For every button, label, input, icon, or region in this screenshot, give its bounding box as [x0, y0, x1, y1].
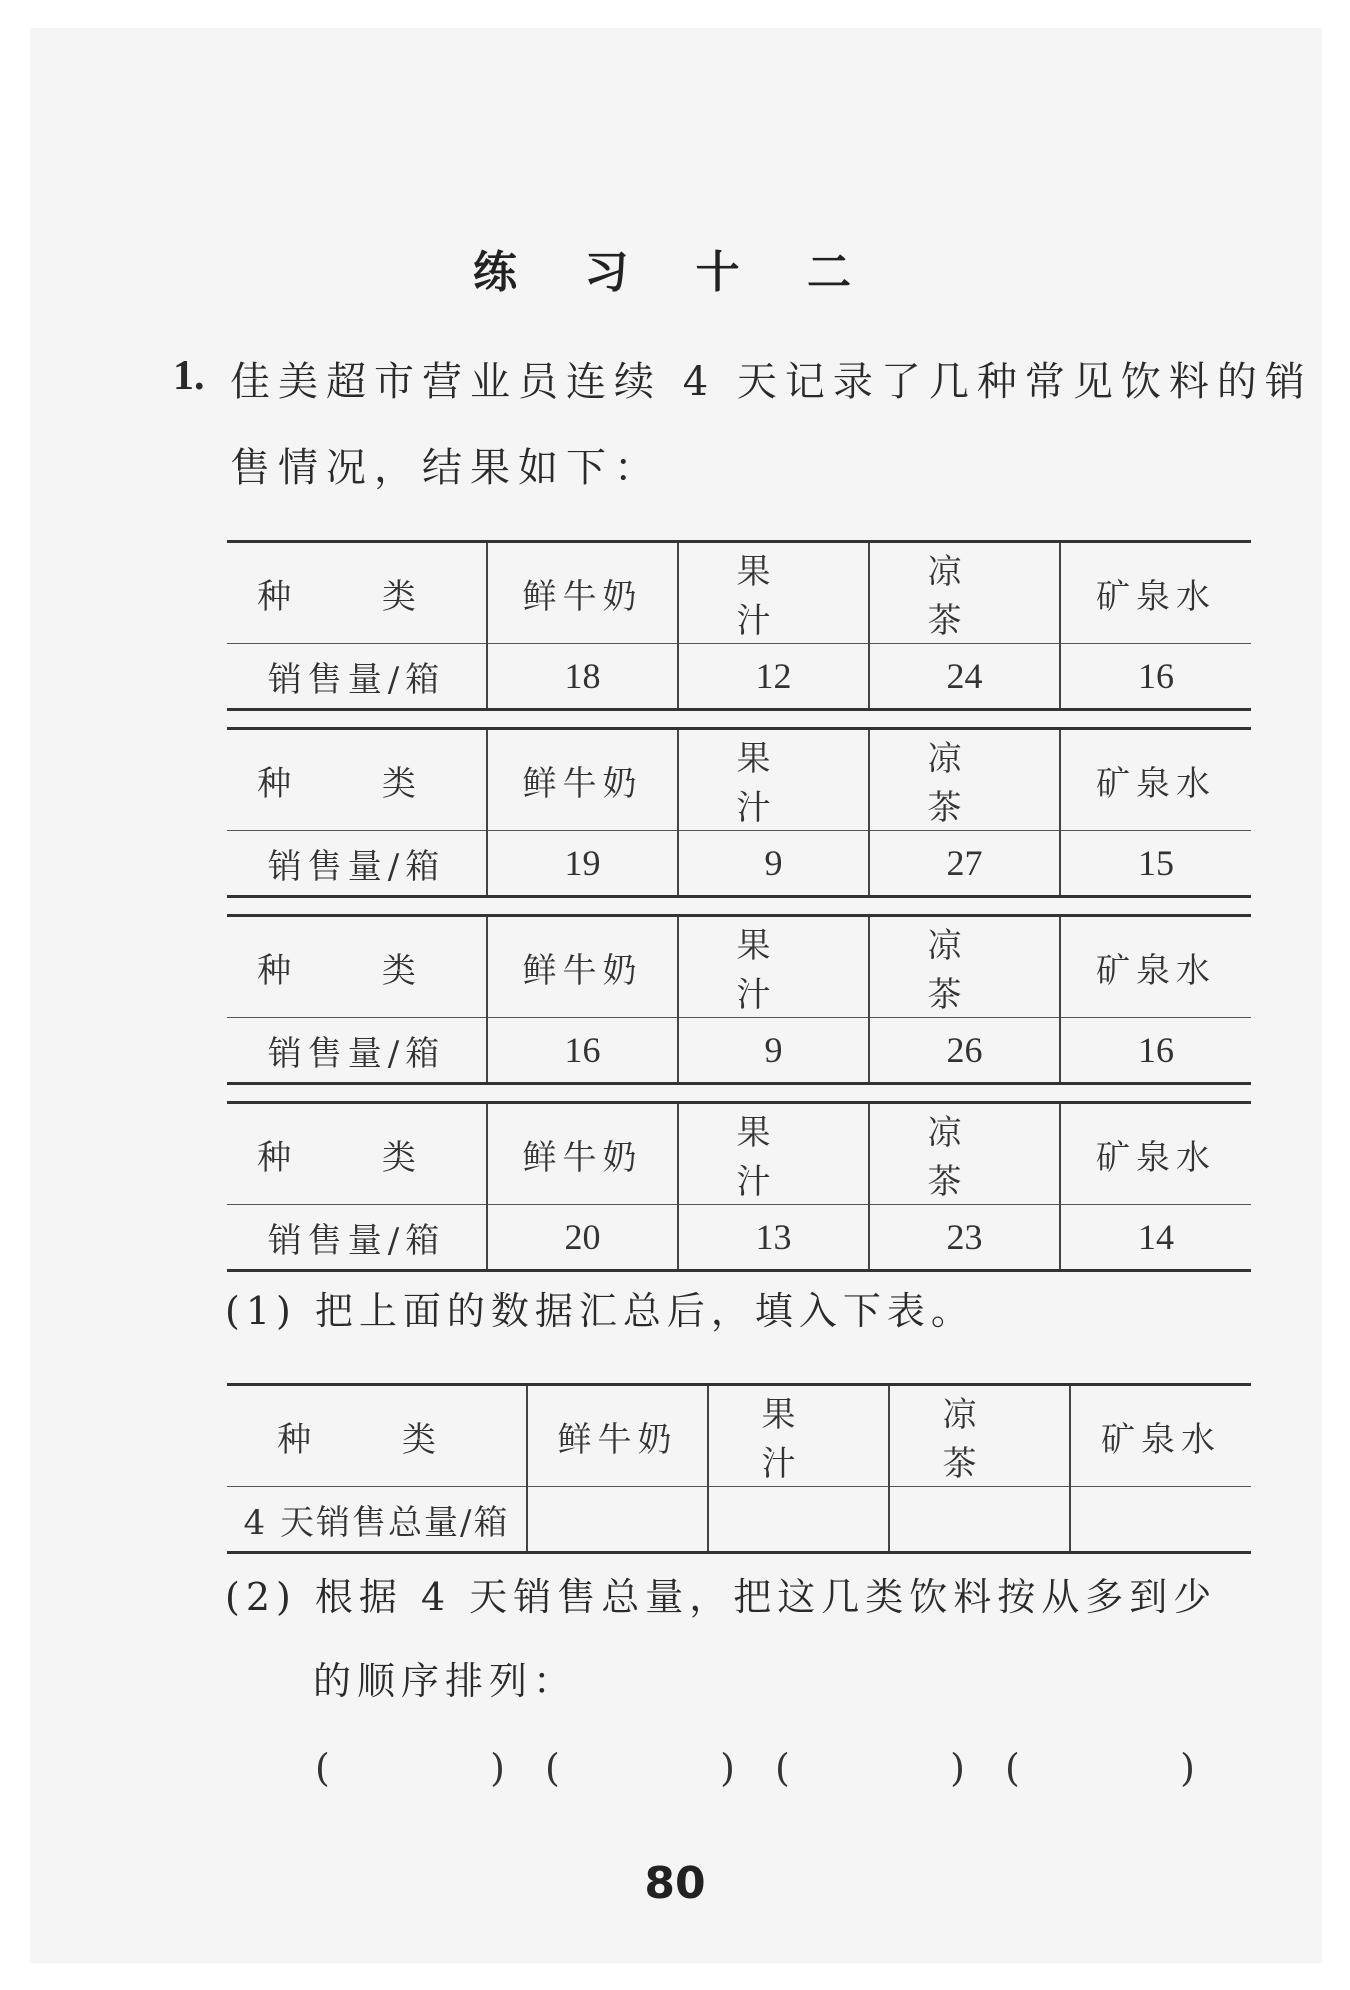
- blank-cell-milk[interactable]: [527, 1487, 708, 1553]
- header-tea: 凉 茶: [889, 1385, 1070, 1487]
- sub-question-1: (1) 把上面的数据汇总后，填入下表。: [225, 1289, 975, 1333]
- table-header-row: [227, 916, 1251, 1018]
- table-header-row: [227, 542, 1251, 644]
- table-row: [227, 1205, 1251, 1271]
- table-header-row: [227, 729, 1251, 831]
- table-row: [227, 1018, 1251, 1084]
- page-title: 练 习 十 二: [473, 247, 877, 298]
- sales-table-day-3: [227, 914, 1251, 1085]
- close-paren: ): [490, 1746, 505, 1790]
- header-water: 矿泉水: [1060, 916, 1251, 1018]
- value-milk: 20: [487, 1205, 678, 1271]
- header-tea: 凉 茶: [869, 729, 1060, 831]
- header-juice: 果 汁: [678, 1103, 869, 1205]
- header-category: 种 类: [227, 916, 487, 1018]
- open-paren: (: [1005, 1746, 1020, 1790]
- value-water: 14: [1060, 1205, 1251, 1271]
- value-juice: 9: [678, 831, 869, 897]
- blank-cell-juice[interactable]: [708, 1487, 889, 1553]
- value-water: 16: [1060, 1018, 1251, 1084]
- header-juice: 果 汁: [678, 542, 869, 644]
- value-water: 15: [1060, 831, 1251, 897]
- close-paren: ): [950, 1746, 965, 1790]
- value-milk: 18: [487, 644, 678, 710]
- header-milk: 鲜牛奶: [487, 729, 678, 831]
- close-paren: ): [720, 1746, 735, 1790]
- table-header-row: [227, 1103, 1251, 1205]
- table-row: [227, 831, 1251, 897]
- sub-question-2-line-2: 的顺序排列：: [313, 1659, 578, 1703]
- value-tea: 26: [869, 1018, 1060, 1084]
- open-paren: (: [775, 1746, 790, 1790]
- question-text-line-2: 售情况，结果如下：: [230, 445, 662, 491]
- header-category: 种 类: [227, 729, 487, 831]
- value-juice: 13: [678, 1205, 869, 1271]
- value-water: 16: [1060, 644, 1251, 710]
- header-category: 种 类: [227, 1103, 487, 1205]
- sales-table-day-1: [227, 540, 1251, 711]
- table-row: [227, 644, 1251, 710]
- sub-question-2-line-1: (2) 根据 4 天销售总量，把这几类饮料按从多到少: [225, 1575, 1218, 1619]
- value-juice: 9: [678, 1018, 869, 1084]
- close-paren: ): [1180, 1746, 1195, 1790]
- sales-table-day-2: [227, 727, 1251, 898]
- header-milk: 鲜牛奶: [487, 916, 678, 1018]
- question-text-line-1: 佳美超市营业员连续 4 天记录了几种常见饮料的销: [230, 359, 1313, 405]
- value-tea: 27: [869, 831, 1060, 897]
- table-row: [227, 1487, 1251, 1553]
- header-water: 矿泉水: [1070, 1385, 1251, 1487]
- header-water: 矿泉水: [1060, 729, 1251, 831]
- answer-blank-4[interactable]: [1005, 1746, 1195, 1790]
- page-number: 80: [644, 1858, 706, 1909]
- value-juice: 12: [678, 644, 869, 710]
- blank-cell-tea[interactable]: [889, 1487, 1070, 1553]
- summary-table: [227, 1383, 1251, 1554]
- header-juice: 果 汁: [678, 729, 869, 831]
- question-number: 1.: [173, 353, 205, 399]
- header-milk: 鲜牛奶: [487, 1103, 678, 1205]
- header-water: 矿泉水: [1060, 542, 1251, 644]
- header-milk: 鲜牛奶: [487, 542, 678, 644]
- header-category: 种 类: [227, 542, 487, 644]
- sales-label: 销售量/箱: [267, 846, 446, 887]
- total-label: 4 天销售总量/箱: [243, 1502, 510, 1543]
- header-juice: 果 汁: [678, 916, 869, 1018]
- header-tea: 凉 茶: [869, 1103, 1060, 1205]
- sales-table-day-4: [227, 1101, 1251, 1272]
- table-header-row: [227, 1385, 1251, 1487]
- blank-cell-water[interactable]: [1070, 1487, 1251, 1553]
- answer-blank-2[interactable]: [545, 1746, 735, 1790]
- header-milk: 鲜牛奶: [527, 1385, 708, 1487]
- value-milk: 19: [487, 831, 678, 897]
- value-tea: 23: [869, 1205, 1060, 1271]
- header-juice: 果 汁: [708, 1385, 889, 1487]
- header-water: 矿泉水: [1060, 1103, 1251, 1205]
- value-tea: 24: [869, 644, 1060, 710]
- value-milk: 16: [487, 1018, 678, 1084]
- sales-label: 销售量/箱: [267, 1033, 446, 1074]
- sales-label: 销售量/箱: [267, 1220, 446, 1261]
- open-paren: (: [315, 1746, 330, 1790]
- header-tea: 凉 茶: [869, 916, 1060, 1018]
- header-category: 种 类: [227, 1385, 527, 1487]
- sales-label: 销售量/箱: [267, 659, 446, 700]
- answer-blank-3[interactable]: [775, 1746, 965, 1790]
- answer-blanks: [315, 1746, 1195, 1790]
- open-paren: (: [545, 1746, 560, 1790]
- header-tea: 凉 茶: [869, 542, 1060, 644]
- answer-blank-1[interactable]: [315, 1746, 505, 1790]
